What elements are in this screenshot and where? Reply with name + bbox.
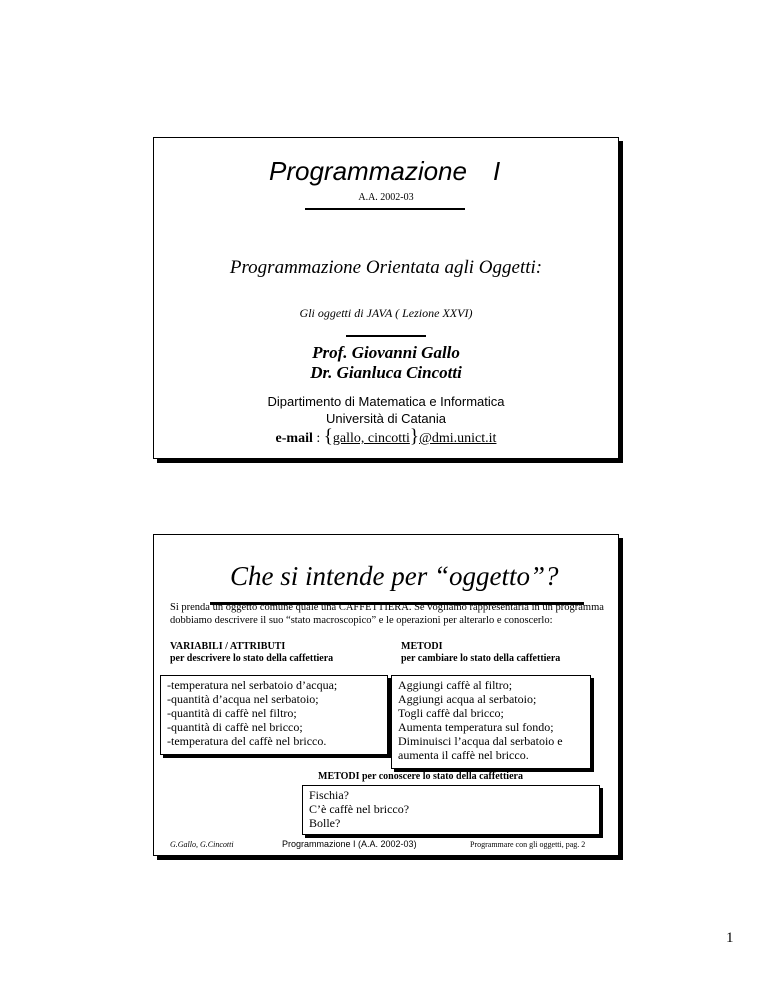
email-line	[154, 426, 618, 448]
page-number: 1	[726, 930, 734, 946]
email-label: e-mail	[275, 431, 313, 446]
footer-course: Programmazione I (A.A. 2002-03)	[282, 839, 417, 849]
list-item: -temperatura del caffè nel bricco.	[167, 734, 327, 748]
methods-header	[401, 641, 560, 665]
list-item: -quantità di caffè nel filtro;	[167, 706, 297, 720]
intro-text: Si prenda un oggetto comune quale una CAFFETTIERA. Se vogliamo rappresentarla in un programma dobbiamo descrivere il suo “stato macroscopico” e le operazioni per alterarlo e conoscerlo:	[170, 602, 604, 626]
list-item: Aggiungi caffè al filtro;	[398, 678, 513, 692]
divider-line	[305, 208, 465, 210]
department: Dipartimento di Matematica e Informatica	[267, 394, 505, 409]
academic-year: A.A. 2002-03	[358, 192, 414, 203]
list-item: Diminuisci l’acqua dal serbatoio e	[398, 734, 563, 748]
brace-close: }	[409, 426, 419, 447]
slide-title: Programmazione	[269, 156, 467, 186]
list-item: Togli caffè dal bricco;	[398, 706, 504, 720]
variables-title: VARIABILI / ATTRIBUTI	[170, 641, 286, 652]
methods-subtitle: per cambiare lo stato della caffettiera	[401, 653, 561, 664]
divider-line	[346, 335, 426, 337]
list-item: Fischia?	[309, 788, 349, 802]
author-professor: Prof. Giovanni Gallo	[312, 343, 460, 362]
list-item: C’è caffè nel bricco?	[309, 802, 410, 816]
list-item: Aumenta temperatura sul fondo;	[398, 720, 554, 734]
slide-subtitle: Programmazione Orientata agli Oggetti:	[229, 257, 543, 278]
variables-subtitle: per descrivere lo stato della caffettiera	[170, 653, 334, 664]
list-item: -quantità di caffè nel bricco;	[167, 720, 303, 734]
variables-box	[160, 675, 388, 755]
list-item: -temperatura nel serbatoio d’acqua;	[167, 678, 338, 692]
list-item: Aggiungi acqua al serbatoio;	[398, 692, 537, 706]
email-domain-link[interactable]: @dmi.unict.it	[419, 431, 497, 446]
footer-authors: G.Gallo, G.Cincotti	[170, 840, 234, 849]
list-item: aumenta il caffè nel bricco.	[398, 748, 529, 762]
brace-open: {	[323, 426, 333, 447]
lesson-label: Gli oggetti di JAVA ( Lezione XXVI)	[299, 306, 473, 320]
list-item: -quantità d’acqua nel serbatoio;	[167, 692, 319, 706]
methods-box	[391, 675, 591, 769]
query-methods-header: METODI per conoscere lo stato della caffettiera	[318, 771, 523, 782]
author-doctor: Dr. Gianluca Cincotti	[310, 363, 462, 382]
methods-title: METODI	[401, 641, 443, 652]
content-slide	[153, 534, 619, 856]
footer-page: Programmare con gli oggetti, pag. 2	[470, 840, 586, 849]
slide-title-numeral: I	[493, 156, 501, 186]
email-names-link[interactable]: gallo, cincotti	[332, 431, 410, 446]
university: Università di Catania	[326, 411, 446, 426]
slide-title: Che si intende per “oggetto”?	[230, 561, 559, 591]
list-item: Bolle?	[309, 816, 341, 830]
email-separator: :	[312, 431, 324, 446]
query-methods-box	[302, 785, 600, 835]
variables-header	[170, 641, 333, 665]
title-slide	[153, 137, 619, 459]
